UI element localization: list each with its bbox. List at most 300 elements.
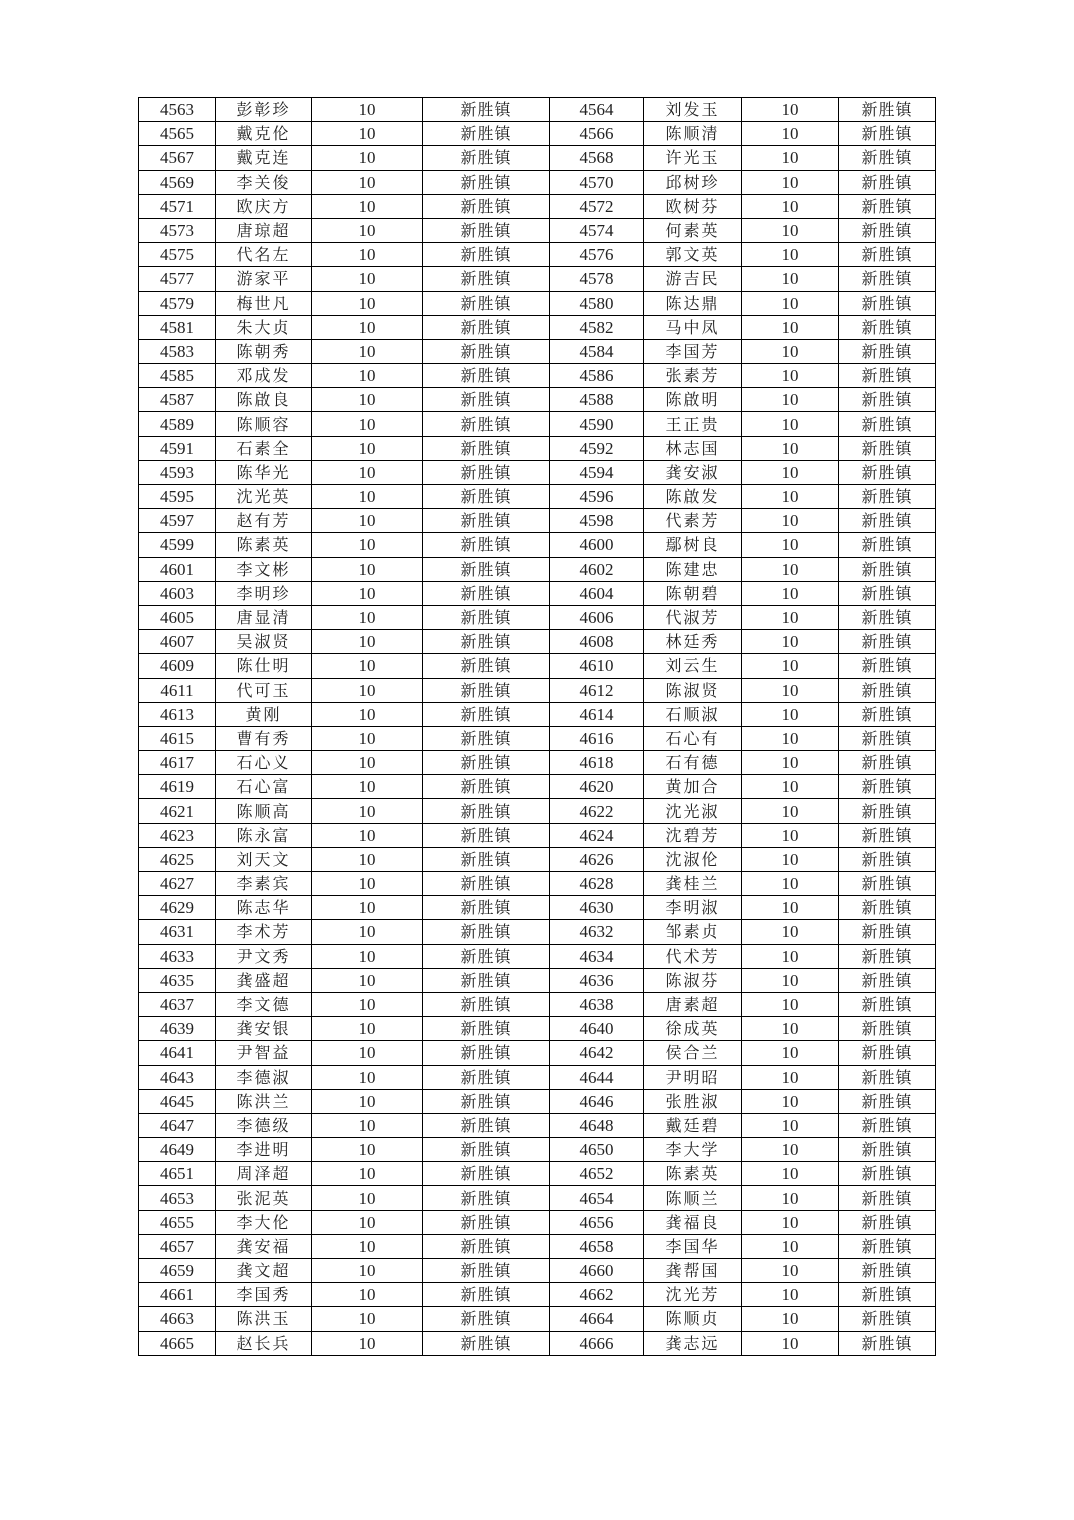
amount-cell: 10 — [312, 1283, 423, 1307]
amount-cell: 10 — [312, 291, 423, 315]
person-name-cell: 龚帮国 — [644, 1259, 742, 1283]
town-name-cell: 新胜镇 — [423, 412, 550, 436]
amount-cell: 10 — [312, 170, 423, 194]
person-name-cell: 沈淑伦 — [644, 847, 742, 871]
person-name-cell: 林志国 — [644, 436, 742, 460]
amount-cell: 10 — [312, 751, 423, 775]
record-id-cell: 4638 — [550, 992, 644, 1016]
town-name-cell: 新胜镇 — [423, 485, 550, 509]
person-name-cell: 李国秀 — [216, 1283, 312, 1307]
person-name-cell: 张泥英 — [216, 1186, 312, 1210]
record-id-cell: 4628 — [550, 872, 644, 896]
amount-cell: 10 — [742, 1259, 839, 1283]
record-id-cell: 4596 — [550, 485, 644, 509]
amount-cell: 10 — [312, 1089, 423, 1113]
person-name-cell: 马中凤 — [644, 315, 742, 339]
record-id-cell: 4662 — [550, 1283, 644, 1307]
amount-cell: 10 — [742, 1307, 839, 1331]
amount-cell: 10 — [312, 122, 423, 146]
record-id-cell: 4646 — [550, 1089, 644, 1113]
person-name-cell: 代素芳 — [644, 509, 742, 533]
amount-cell: 10 — [312, 460, 423, 484]
amount-cell: 10 — [312, 218, 423, 242]
record-id-cell: 4572 — [550, 194, 644, 218]
town-name-cell: 新胜镇 — [423, 1065, 550, 1089]
person-name-cell: 龚盛超 — [216, 968, 312, 992]
table-row — [139, 1210, 936, 1234]
table-row — [139, 267, 936, 291]
person-name-cell: 张素芳 — [644, 364, 742, 388]
town-name-cell: 新胜镇 — [423, 267, 550, 291]
town-name-cell: 新胜镇 — [839, 1041, 936, 1065]
amount-cell: 10 — [312, 485, 423, 509]
town-name-cell: 新胜镇 — [423, 1259, 550, 1283]
person-name-cell: 陈顺兰 — [644, 1186, 742, 1210]
record-id-cell: 4601 — [139, 557, 216, 581]
record-id-cell: 4640 — [550, 1017, 644, 1041]
person-name-cell: 李文彬 — [216, 557, 312, 581]
record-id-cell: 4639 — [139, 1017, 216, 1041]
person-name-cell: 刘天文 — [216, 847, 312, 871]
person-name-cell: 龚安银 — [216, 1017, 312, 1041]
person-name-cell: 唐素超 — [644, 992, 742, 1016]
town-name-cell: 新胜镇 — [839, 968, 936, 992]
town-name-cell: 新胜镇 — [839, 460, 936, 484]
table-row — [139, 1138, 936, 1162]
table-row — [139, 751, 936, 775]
town-name-cell: 新胜镇 — [839, 1210, 936, 1234]
person-name-cell: 石心富 — [216, 775, 312, 799]
town-name-cell: 新胜镇 — [423, 751, 550, 775]
town-name-cell: 新胜镇 — [839, 654, 936, 678]
record-id-cell: 4629 — [139, 896, 216, 920]
person-name-cell: 刘发玉 — [644, 98, 742, 122]
record-id-cell: 4576 — [550, 243, 644, 267]
table-row — [139, 122, 936, 146]
town-name-cell: 新胜镇 — [839, 1113, 936, 1137]
town-name-cell: 新胜镇 — [423, 1234, 550, 1258]
town-name-cell: 新胜镇 — [423, 1041, 550, 1065]
person-name-cell: 龚安淑 — [644, 460, 742, 484]
town-name-cell: 新胜镇 — [423, 98, 550, 122]
town-name-cell: 新胜镇 — [423, 654, 550, 678]
person-name-cell: 陈淑芬 — [644, 968, 742, 992]
person-name-cell: 梅世凡 — [216, 291, 312, 315]
record-id-cell: 4641 — [139, 1041, 216, 1065]
table-row — [139, 823, 936, 847]
table-row — [139, 992, 936, 1016]
table-row — [139, 557, 936, 581]
person-name-cell: 李术芳 — [216, 920, 312, 944]
table-row — [139, 654, 936, 678]
amount-cell: 10 — [742, 1138, 839, 1162]
amount-cell: 10 — [742, 968, 839, 992]
amount-cell: 10 — [742, 823, 839, 847]
person-name-cell: 沈光淑 — [644, 799, 742, 823]
amount-cell: 10 — [742, 1041, 839, 1065]
person-name-cell: 李进明 — [216, 1138, 312, 1162]
record-id-cell: 4637 — [139, 992, 216, 1016]
amount-cell: 10 — [742, 1210, 839, 1234]
person-name-cell: 陈仕明 — [216, 654, 312, 678]
town-name-cell: 新胜镇 — [839, 122, 936, 146]
town-name-cell: 新胜镇 — [423, 968, 550, 992]
record-id-cell: 4649 — [139, 1138, 216, 1162]
person-name-cell: 尹智益 — [216, 1041, 312, 1065]
record-id-cell: 4602 — [550, 557, 644, 581]
amount-cell: 10 — [312, 920, 423, 944]
amount-cell: 10 — [742, 218, 839, 242]
town-name-cell: 新胜镇 — [839, 315, 936, 339]
record-id-cell: 4592 — [550, 436, 644, 460]
person-name-cell: 游家平 — [216, 267, 312, 291]
record-id-cell: 4666 — [550, 1331, 644, 1355]
amount-cell: 10 — [742, 896, 839, 920]
person-name-cell: 侯合兰 — [644, 1041, 742, 1065]
person-name-cell: 彭彰珍 — [216, 98, 312, 122]
table-row — [139, 944, 936, 968]
town-name-cell: 新胜镇 — [839, 678, 936, 702]
person-name-cell: 邱树珍 — [644, 170, 742, 194]
record-id-cell: 4608 — [550, 630, 644, 654]
person-name-cell: 欧树芬 — [644, 194, 742, 218]
record-id-cell: 4663 — [139, 1307, 216, 1331]
record-id-cell: 4604 — [550, 581, 644, 605]
amount-cell: 10 — [312, 702, 423, 726]
amount-cell: 10 — [742, 775, 839, 799]
record-id-cell: 4636 — [550, 968, 644, 992]
person-name-cell: 陈华光 — [216, 460, 312, 484]
amount-cell: 10 — [312, 146, 423, 170]
person-name-cell: 唐琼超 — [216, 218, 312, 242]
table-row — [139, 291, 936, 315]
person-name-cell: 石有德 — [644, 751, 742, 775]
town-name-cell: 新胜镇 — [839, 557, 936, 581]
town-name-cell: 新胜镇 — [423, 460, 550, 484]
table-row — [139, 98, 936, 122]
record-id-cell: 4648 — [550, 1113, 644, 1137]
record-id-cell: 4665 — [139, 1331, 216, 1355]
town-name-cell: 新胜镇 — [839, 364, 936, 388]
record-id-cell: 4565 — [139, 122, 216, 146]
person-name-cell: 游吉民 — [644, 267, 742, 291]
person-name-cell: 赵长兵 — [216, 1331, 312, 1355]
person-name-cell: 陈达鼎 — [644, 291, 742, 315]
amount-cell: 10 — [742, 1017, 839, 1041]
amount-cell: 10 — [312, 1307, 423, 1331]
person-name-cell: 王正贵 — [644, 412, 742, 436]
town-name-cell: 新胜镇 — [839, 823, 936, 847]
table-row — [139, 896, 936, 920]
amount-cell: 10 — [742, 847, 839, 871]
town-name-cell: 新胜镇 — [423, 1113, 550, 1137]
person-name-cell: 唐显清 — [216, 605, 312, 629]
town-name-cell: 新胜镇 — [423, 847, 550, 871]
record-id-cell: 4657 — [139, 1234, 216, 1258]
amount-cell: 10 — [312, 1041, 423, 1065]
record-id-cell: 4574 — [550, 218, 644, 242]
town-name-cell: 新胜镇 — [839, 1283, 936, 1307]
record-id-cell: 4624 — [550, 823, 644, 847]
table-row — [139, 678, 936, 702]
roster-table-body — [139, 98, 936, 1356]
person-name-cell: 石心义 — [216, 751, 312, 775]
record-id-cell: 4600 — [550, 533, 644, 557]
record-id-cell: 4627 — [139, 872, 216, 896]
town-name-cell: 新胜镇 — [839, 412, 936, 436]
amount-cell: 10 — [742, 872, 839, 896]
record-id-cell: 4563 — [139, 98, 216, 122]
table-row — [139, 509, 936, 533]
town-name-cell: 新胜镇 — [423, 823, 550, 847]
amount-cell: 10 — [312, 605, 423, 629]
amount-cell: 10 — [742, 1162, 839, 1186]
town-name-cell: 新胜镇 — [423, 1210, 550, 1234]
table-row — [139, 1162, 936, 1186]
person-name-cell: 赵有芳 — [216, 509, 312, 533]
amount-cell: 10 — [312, 1259, 423, 1283]
record-id-cell: 4615 — [139, 726, 216, 750]
person-name-cell: 陈淑贤 — [644, 678, 742, 702]
amount-cell: 10 — [742, 388, 839, 412]
record-id-cell: 4594 — [550, 460, 644, 484]
record-id-cell: 4580 — [550, 291, 644, 315]
amount-cell: 10 — [742, 460, 839, 484]
record-id-cell: 4613 — [139, 702, 216, 726]
person-name-cell: 李德淑 — [216, 1065, 312, 1089]
town-name-cell: 新胜镇 — [839, 1259, 936, 1283]
amount-cell: 10 — [312, 872, 423, 896]
table-row — [139, 920, 936, 944]
amount-cell: 10 — [312, 654, 423, 678]
record-id-cell: 4617 — [139, 751, 216, 775]
amount-cell: 10 — [742, 1065, 839, 1089]
person-name-cell: 刘云生 — [644, 654, 742, 678]
record-id-cell: 4643 — [139, 1065, 216, 1089]
table-row — [139, 1283, 936, 1307]
person-name-cell: 陈顺贞 — [644, 1307, 742, 1331]
amount-cell: 10 — [312, 968, 423, 992]
amount-cell: 10 — [312, 315, 423, 339]
amount-cell: 10 — [312, 1186, 423, 1210]
town-name-cell: 新胜镇 — [423, 944, 550, 968]
record-id-cell: 4583 — [139, 339, 216, 363]
amount-cell: 10 — [742, 1234, 839, 1258]
record-id-cell: 4620 — [550, 775, 644, 799]
record-id-cell: 4578 — [550, 267, 644, 291]
amount-cell: 10 — [742, 1089, 839, 1113]
person-name-cell: 周泽超 — [216, 1162, 312, 1186]
roster-table — [138, 97, 936, 1356]
amount-cell: 10 — [742, 944, 839, 968]
person-name-cell: 陈啟明 — [644, 388, 742, 412]
town-name-cell: 新胜镇 — [423, 1017, 550, 1041]
person-name-cell: 龚志远 — [644, 1331, 742, 1355]
amount-cell: 10 — [312, 799, 423, 823]
person-name-cell: 尹明昭 — [644, 1065, 742, 1089]
town-name-cell: 新胜镇 — [423, 557, 550, 581]
record-id-cell: 4591 — [139, 436, 216, 460]
town-name-cell: 新胜镇 — [423, 291, 550, 315]
table-row — [139, 581, 936, 605]
amount-cell: 10 — [742, 436, 839, 460]
person-name-cell: 陈洪兰 — [216, 1089, 312, 1113]
record-id-cell: 4654 — [550, 1186, 644, 1210]
record-id-cell: 4575 — [139, 243, 216, 267]
table-row — [139, 702, 936, 726]
town-name-cell: 新胜镇 — [839, 920, 936, 944]
record-id-cell: 4633 — [139, 944, 216, 968]
amount-cell: 10 — [742, 702, 839, 726]
record-id-cell: 4659 — [139, 1259, 216, 1283]
town-name-cell: 新胜镇 — [423, 533, 550, 557]
record-id-cell: 4645 — [139, 1089, 216, 1113]
record-id-cell: 4564 — [550, 98, 644, 122]
amount-cell: 10 — [742, 1186, 839, 1210]
table-row — [139, 1089, 936, 1113]
table-row — [139, 1234, 936, 1258]
amount-cell: 10 — [742, 1113, 839, 1137]
town-name-cell: 新胜镇 — [423, 339, 550, 363]
amount-cell: 10 — [742, 605, 839, 629]
amount-cell: 10 — [742, 122, 839, 146]
record-id-cell: 4619 — [139, 775, 216, 799]
town-name-cell: 新胜镇 — [839, 218, 936, 242]
record-id-cell: 4610 — [550, 654, 644, 678]
record-id-cell: 4630 — [550, 896, 644, 920]
person-name-cell: 李大学 — [644, 1138, 742, 1162]
record-id-cell: 4616 — [550, 726, 644, 750]
record-id-cell: 4644 — [550, 1065, 644, 1089]
town-name-cell: 新胜镇 — [839, 847, 936, 871]
town-name-cell: 新胜镇 — [423, 630, 550, 654]
amount-cell: 10 — [312, 581, 423, 605]
record-id-cell: 4664 — [550, 1307, 644, 1331]
town-name-cell: 新胜镇 — [839, 436, 936, 460]
record-id-cell: 4590 — [550, 412, 644, 436]
amount-cell: 10 — [312, 823, 423, 847]
town-name-cell: 新胜镇 — [423, 992, 550, 1016]
town-name-cell: 新胜镇 — [839, 146, 936, 170]
record-id-cell: 4598 — [550, 509, 644, 533]
town-name-cell: 新胜镇 — [839, 533, 936, 557]
town-name-cell: 新胜镇 — [839, 1186, 936, 1210]
record-id-cell: 4655 — [139, 1210, 216, 1234]
person-name-cell: 陈志华 — [216, 896, 312, 920]
table-row — [139, 243, 936, 267]
amount-cell: 10 — [312, 630, 423, 654]
person-name-cell: 石心有 — [644, 726, 742, 750]
town-name-cell: 新胜镇 — [839, 194, 936, 218]
table-row — [139, 1186, 936, 1210]
person-name-cell: 李德级 — [216, 1113, 312, 1137]
table-row — [139, 315, 936, 339]
table-row — [139, 485, 936, 509]
amount-cell: 10 — [742, 630, 839, 654]
record-id-cell: 4609 — [139, 654, 216, 678]
record-id-cell: 4571 — [139, 194, 216, 218]
town-name-cell: 新胜镇 — [839, 896, 936, 920]
amount-cell: 10 — [742, 581, 839, 605]
person-name-cell: 戴廷碧 — [644, 1113, 742, 1137]
amount-cell: 10 — [742, 654, 839, 678]
person-name-cell: 代可玉 — [216, 678, 312, 702]
person-name-cell: 陈素英 — [644, 1162, 742, 1186]
amount-cell: 10 — [742, 485, 839, 509]
record-id-cell: 4597 — [139, 509, 216, 533]
town-name-cell: 新胜镇 — [839, 702, 936, 726]
person-name-cell: 邹素贞 — [644, 920, 742, 944]
person-name-cell: 石素全 — [216, 436, 312, 460]
record-id-cell: 4607 — [139, 630, 216, 654]
amount-cell: 10 — [312, 1162, 423, 1186]
person-name-cell: 李国芳 — [644, 339, 742, 363]
amount-cell: 10 — [312, 388, 423, 412]
record-id-cell: 4589 — [139, 412, 216, 436]
person-name-cell: 朱大贞 — [216, 315, 312, 339]
record-id-cell: 4618 — [550, 751, 644, 775]
person-name-cell: 陈啟良 — [216, 388, 312, 412]
amount-cell: 10 — [312, 726, 423, 750]
amount-cell: 10 — [312, 267, 423, 291]
town-name-cell: 新胜镇 — [423, 872, 550, 896]
town-name-cell: 新胜镇 — [839, 98, 936, 122]
amount-cell: 10 — [742, 1283, 839, 1307]
record-id-cell: 4612 — [550, 678, 644, 702]
record-id-cell: 4570 — [550, 170, 644, 194]
town-name-cell: 新胜镇 — [423, 581, 550, 605]
town-name-cell: 新胜镇 — [839, 605, 936, 629]
town-name-cell: 新胜镇 — [839, 339, 936, 363]
town-name-cell: 新胜镇 — [423, 775, 550, 799]
table-row — [139, 726, 936, 750]
person-name-cell: 代术芳 — [644, 944, 742, 968]
person-name-cell: 邓成发 — [216, 364, 312, 388]
town-name-cell: 新胜镇 — [423, 920, 550, 944]
person-name-cell: 何素英 — [644, 218, 742, 242]
table-row — [139, 1331, 936, 1355]
amount-cell: 10 — [742, 412, 839, 436]
table-row — [139, 1307, 936, 1331]
record-id-cell: 4588 — [550, 388, 644, 412]
town-name-cell: 新胜镇 — [423, 678, 550, 702]
table-row — [139, 1017, 936, 1041]
town-name-cell: 新胜镇 — [839, 799, 936, 823]
record-id-cell: 4661 — [139, 1283, 216, 1307]
amount-cell: 10 — [742, 920, 839, 944]
person-name-cell: 陈朝碧 — [644, 581, 742, 605]
person-name-cell: 陈顺容 — [216, 412, 312, 436]
record-id-cell: 4647 — [139, 1113, 216, 1137]
record-id-cell: 4568 — [550, 146, 644, 170]
person-name-cell: 黄刚 — [216, 702, 312, 726]
town-name-cell: 新胜镇 — [423, 799, 550, 823]
person-name-cell: 沈光芳 — [644, 1283, 742, 1307]
record-id-cell: 4566 — [550, 122, 644, 146]
person-name-cell: 徐成英 — [644, 1017, 742, 1041]
person-name-cell: 代淑芳 — [644, 605, 742, 629]
person-name-cell: 张胜淑 — [644, 1089, 742, 1113]
record-id-cell: 4579 — [139, 291, 216, 315]
amount-cell: 10 — [742, 1331, 839, 1355]
town-name-cell: 新胜镇 — [839, 1331, 936, 1355]
town-name-cell: 新胜镇 — [423, 1307, 550, 1331]
table-row — [139, 218, 936, 242]
amount-cell: 10 — [312, 436, 423, 460]
town-name-cell: 新胜镇 — [839, 509, 936, 533]
record-id-cell: 4569 — [139, 170, 216, 194]
table-row — [139, 412, 936, 436]
